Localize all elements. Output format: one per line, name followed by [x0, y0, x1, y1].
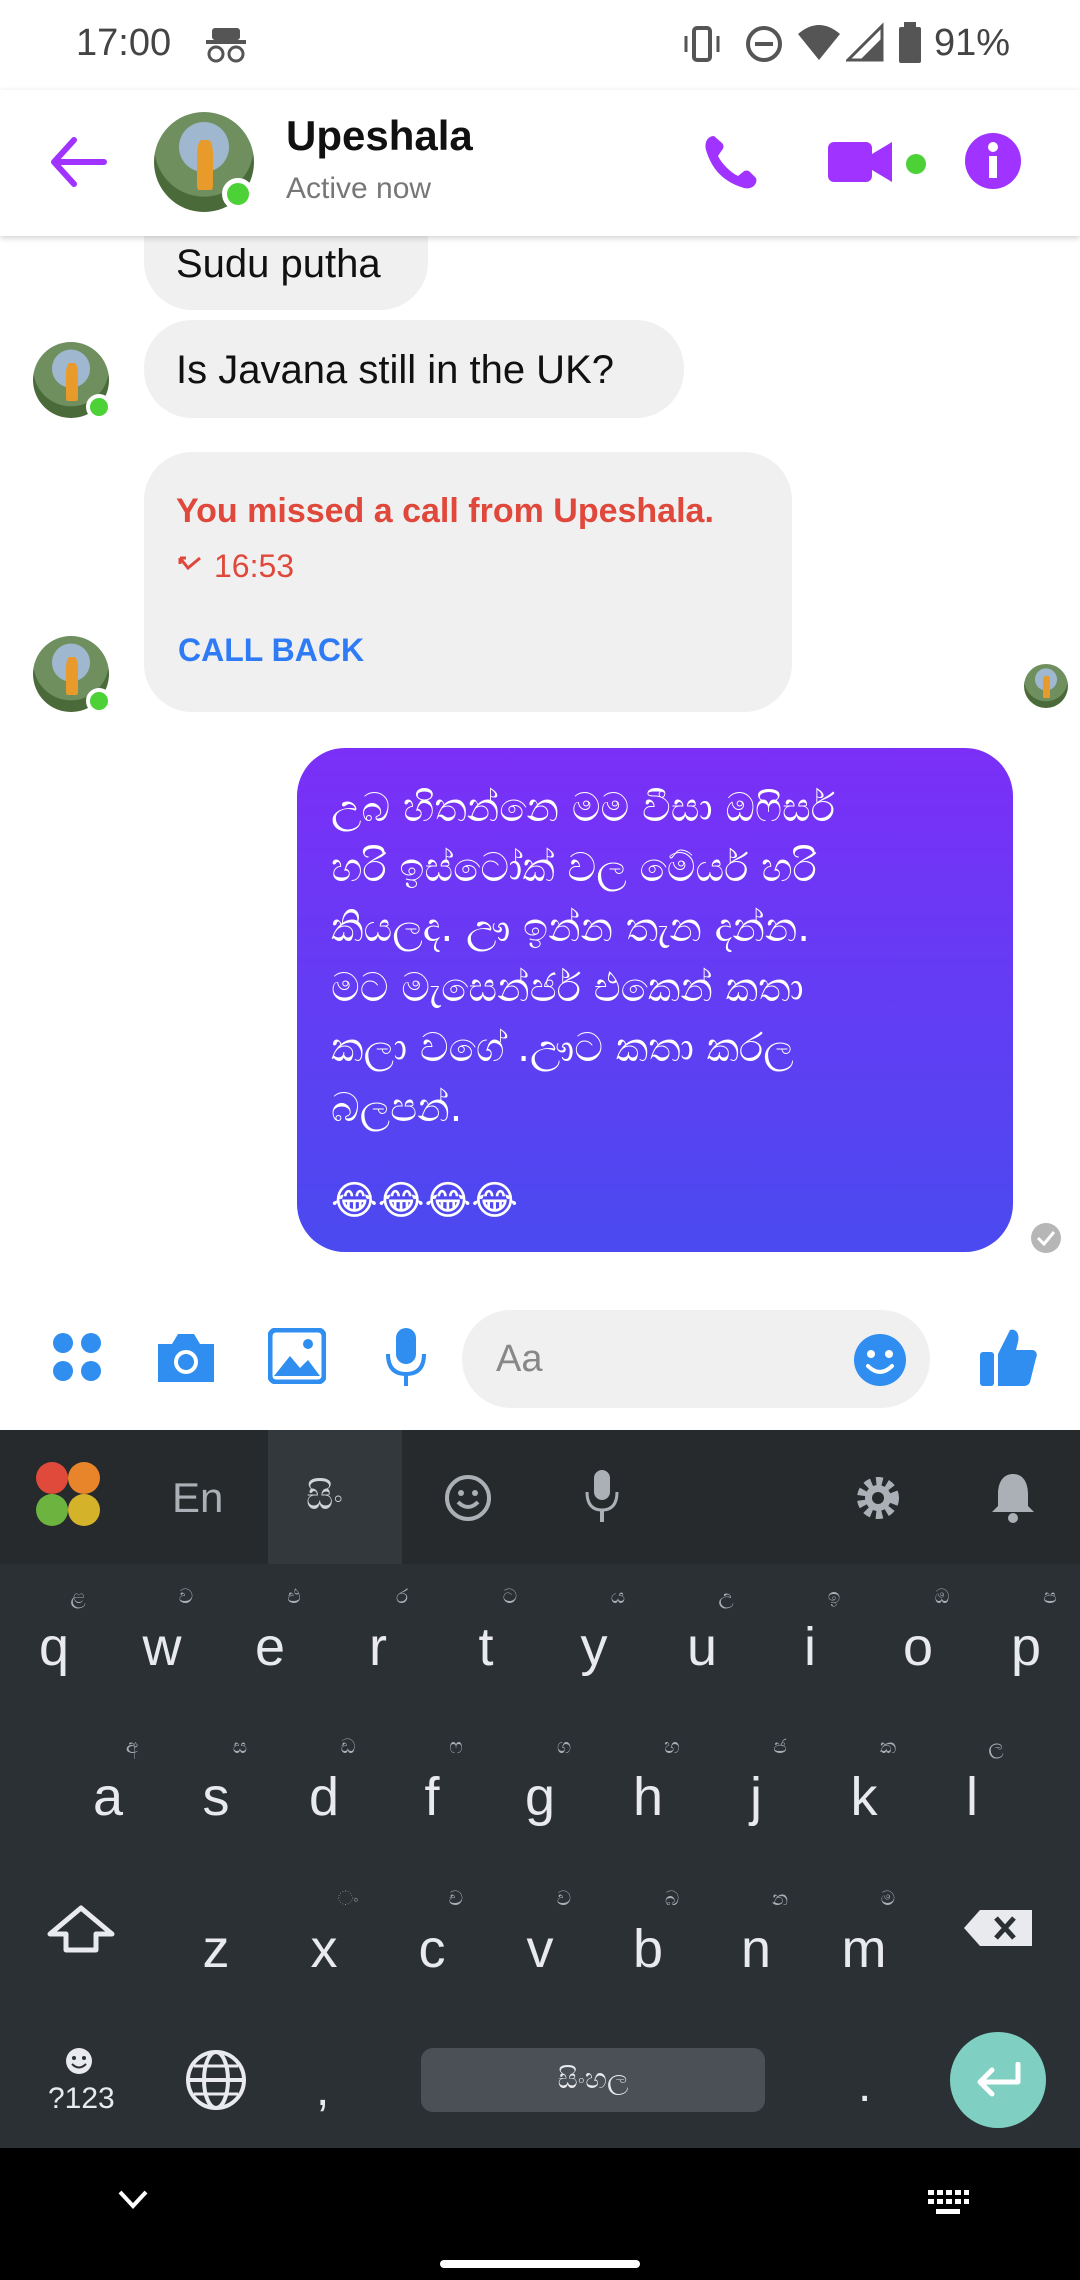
key-j[interactable]: j — [750, 1767, 762, 1827]
online-indicator — [86, 394, 112, 420]
key-p[interactable]: p — [1010, 1617, 1042, 1677]
voice-input-icon[interactable] — [584, 1468, 620, 1526]
message-input-placeholder: Aa — [496, 1338, 543, 1380]
message-text: Is Javana still in the UK? — [176, 348, 614, 392]
key-k[interactable]: k — [850, 1767, 878, 1827]
key-hint: ං — [337, 1886, 359, 1910]
call-back-button[interactable]: CALL BACK — [178, 632, 365, 668]
period-key[interactable]: . — [858, 2059, 872, 2112]
shift-icon[interactable] — [46, 1904, 116, 1954]
gallery-icon[interactable] — [268, 1328, 326, 1384]
key-hint: ජ — [773, 1734, 787, 1758]
key-hint: හ — [664, 1734, 680, 1758]
online-indicator — [222, 178, 254, 210]
message-input[interactable] — [462, 1310, 930, 1408]
key-hint: ඔ — [934, 1584, 950, 1608]
video-active-dot — [906, 154, 926, 174]
key-i[interactable]: i — [804, 1617, 816, 1677]
space-bar-label: සිංහල — [557, 2062, 629, 2095]
key-a[interactable]: a — [92, 1767, 124, 1827]
key-u[interactable]: u — [686, 1617, 718, 1677]
key-d[interactable]: d — [308, 1767, 340, 1827]
emoji-small-icon — [64, 2046, 94, 2076]
battery-percent: 91% — [933, 22, 1010, 64]
key-hint: ළ — [70, 1584, 86, 1608]
key-hint: ව — [556, 1886, 572, 1910]
keyboard — [0, 1430, 1080, 2148]
key-hint: ල — [988, 1734, 1004, 1758]
outgoing-message-text: උබ හිතන්නෙ මම වීසා ඔෆිසර් හරි ඉස්ටෝක් වල මේයර් හරි කියලද. ඌ ඉන්න තැන දන්න. මට මැසෙන්ජර් එකෙන් කතා කලා වගේ .ඌට කතා කරල බලපන්. — [331, 785, 835, 1131]
keyboard-switch-icon[interactable] — [926, 2188, 970, 2218]
key-v[interactable]: v — [526, 1919, 554, 1979]
missed-call-title: You missed a call from Upeshala. — [176, 492, 714, 530]
backspace-icon[interactable] — [962, 1908, 1034, 1948]
info-icon[interactable] — [964, 132, 1022, 190]
dnd-icon — [744, 24, 784, 64]
key-h[interactable]: h — [632, 1767, 664, 1827]
key-hint: ඉ — [827, 1584, 841, 1608]
key-x[interactable]: x — [310, 1919, 338, 1979]
key-s[interactable]: s — [202, 1767, 230, 1827]
keyboard-toolbar — [0, 1430, 1080, 1564]
key-m[interactable]: m — [841, 1919, 887, 1979]
key-hint: ර — [395, 1584, 409, 1608]
contact-status: Active now — [286, 172, 432, 205]
back-arrow-icon[interactable] — [48, 136, 108, 188]
camera-icon[interactable] — [154, 1330, 218, 1384]
outgoing-message-bubble[interactable] — [297, 748, 1013, 1252]
status-bar — [0, 0, 1080, 90]
key-hint: ච — [448, 1886, 464, 1910]
key-hint: උ — [718, 1584, 734, 1608]
key-hint: ඩ — [340, 1734, 356, 1758]
notification-bell-icon[interactable] — [990, 1470, 1036, 1524]
key-l[interactable]: l — [966, 1767, 978, 1827]
key-hint: බ — [664, 1886, 680, 1910]
online-indicator — [86, 688, 112, 714]
key-e[interactable]: e — [254, 1617, 286, 1677]
key-hint: ට — [502, 1584, 518, 1608]
key-b[interactable]: b — [632, 1919, 664, 1979]
vibrate-icon — [682, 24, 722, 64]
key-hint: ය — [610, 1584, 626, 1608]
symbols-key[interactable]: ?123 — [48, 2082, 115, 2115]
key-hint: ග — [556, 1734, 572, 1758]
hide-keyboard-chevron-icon[interactable] — [116, 2188, 150, 2212]
key-g[interactable]: g — [524, 1767, 556, 1827]
enter-key[interactable] — [950, 2032, 1046, 2128]
home-handle[interactable] — [440, 2260, 640, 2268]
key-hint: ක — [879, 1734, 897, 1758]
contact-name: Upeshala — [286, 112, 473, 159]
language-si-tab[interactable] — [268, 1430, 402, 1564]
key-t[interactable]: t — [478, 1617, 494, 1677]
incognito-icon — [204, 24, 248, 64]
key-hint: ව — [178, 1584, 194, 1608]
key-hint: න — [771, 1886, 789, 1910]
missed-call-icon — [178, 554, 202, 574]
emoji-icon[interactable] — [852, 1332, 908, 1388]
language-en-tab[interactable]: En — [172, 1474, 224, 1521]
key-w[interactable]: w — [142, 1617, 182, 1677]
key-o[interactable]: o — [902, 1617, 934, 1677]
key-hint: එ — [287, 1584, 301, 1608]
missed-call-card — [144, 452, 792, 712]
message-text: Sudu putha — [176, 242, 381, 286]
phone-icon[interactable] — [700, 132, 760, 192]
enter-icon — [976, 2062, 1022, 2098]
missed-call-time: 16:53 — [214, 548, 295, 584]
space-bar[interactable] — [421, 2048, 765, 2112]
status-time: 17:00 — [76, 22, 172, 64]
key-f[interactable]: f — [424, 1767, 440, 1827]
globe-icon[interactable] — [184, 2048, 248, 2112]
key-hint: අ — [125, 1734, 139, 1758]
settings-gear-icon[interactable] — [852, 1472, 904, 1524]
key-c[interactable]: c — [418, 1919, 446, 1979]
key-hint: ෆ — [449, 1734, 463, 1758]
key-hint: ප — [1043, 1584, 1057, 1608]
delivered-check-icon — [1030, 1222, 1062, 1254]
language-si-label: සිං — [306, 1474, 343, 1518]
chat-header — [0, 90, 1080, 236]
navigation-bar — [0, 2148, 1080, 2280]
key-r[interactable]: r — [369, 1617, 387, 1677]
wifi-icon — [796, 22, 842, 62]
microphone-icon[interactable] — [384, 1326, 428, 1388]
signal-icon — [846, 22, 886, 62]
key-q[interactable]: q — [38, 1617, 70, 1677]
keyboard-logo-icon[interactable] — [34, 1460, 102, 1528]
video-call-icon[interactable] — [826, 136, 894, 188]
key-n[interactable]: n — [740, 1919, 772, 1979]
apps-grid-icon[interactable] — [50, 1330, 104, 1384]
battery-icon — [898, 22, 924, 64]
outgoing-emoji: 😂😂😂😂 — [331, 1178, 518, 1224]
like-thumb-icon[interactable] — [978, 1326, 1038, 1388]
seen-avatar — [1024, 664, 1068, 708]
comma-key[interactable]: , — [316, 2063, 330, 2116]
key-y[interactable]: y — [580, 1617, 608, 1677]
message-bubble[interactable] — [144, 320, 684, 418]
emoji-keyboard-icon[interactable] — [444, 1474, 492, 1522]
key-hint: ම — [880, 1886, 896, 1910]
key-hint: ස — [232, 1734, 248, 1758]
key-z[interactable]: z — [202, 1919, 230, 1979]
